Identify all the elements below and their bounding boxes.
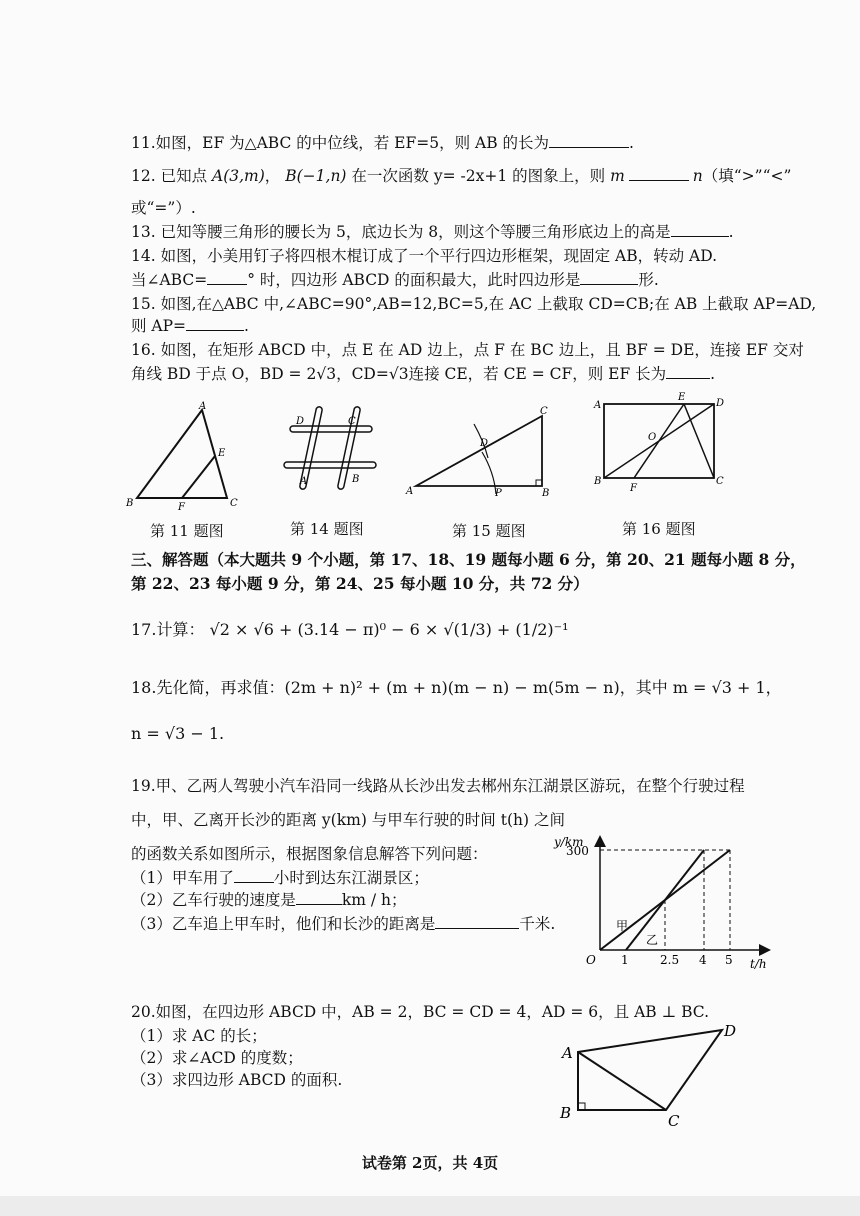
question-20-sub2: （2）求∠ACD 的度数；	[131, 1049, 303, 1067]
question-18: 18.先化简，再求值：(2m + n)² + (m + n)(m − n) − m(5m − n)，其中 m = √3 + 1，	[131, 678, 782, 697]
question-20-sub3: （3）求四边形 ABCD 的面积.	[131, 1071, 343, 1089]
svg-text:D: D	[296, 416, 305, 427]
x-tick-label: 5	[725, 953, 733, 967]
svg-text:C: C	[348, 416, 356, 427]
svg-text:B: B	[594, 476, 602, 487]
svg-text:E: E	[678, 392, 686, 403]
question-19-line3: 的函数关系如图所示，根据图象信息解答下列问题：	[131, 845, 488, 863]
svg-text:C: C	[540, 406, 548, 417]
question-15: 15. 如图,在△ABC 中,∠ABC=90°,AB=12,BC=5,在 AC 上截取 CD=CB;在 AB 上截取 AP=AD,	[131, 295, 817, 313]
series-line-yi	[626, 850, 704, 950]
question-14: 14. 如图，小美用钉子将四根木棍订成了一个平行四边形框架，现固定 AB，转动 AD.	[131, 247, 718, 265]
svg-text:D: D	[716, 398, 725, 409]
figure-16	[590, 390, 735, 494]
origin-label: O	[586, 953, 596, 967]
y-axis-label: y/km	[554, 835, 584, 849]
section-3-header: 三、解答题（本大题共 9 个小题，第 17、18、19 题每小题 6 分，第 20、21 题每小题 8 分，	[131, 550, 806, 569]
x-tick-label: 1	[621, 953, 629, 967]
question-14-line2: 当∠ABC= ° 时，四边形 ABCD 的面积最大，此时四边形是 形.	[131, 271, 659, 289]
svg-text:B: B	[560, 1104, 572, 1122]
caption-14: 第 14 题图	[290, 520, 364, 538]
svg-text:D: D	[724, 1022, 737, 1040]
answer-blank	[296, 890, 342, 905]
figure-11	[122, 400, 247, 512]
section-3-header-line2: 第 22、23 每小题 9 分，第 24、25 每小题 10 分，共 72 分）	[131, 574, 589, 593]
svg-text:C: C	[716, 476, 724, 487]
question-16-line2: 角线 BD 于点 O，BD = 2√3，CD=√3连接 CE，若 CE = CF，则 EF 长为 .	[131, 365, 716, 383]
question-20-sub1: （1）求 AC 的长；	[131, 1027, 267, 1045]
series-label-jia: 甲	[616, 919, 629, 933]
bottom-strip	[0, 1196, 860, 1216]
answer-blank	[549, 133, 629, 148]
question-11: 11.如图，EF 为△ABC 的中位线，若 EF=5，则 AB 的长为 .	[131, 134, 634, 152]
question-17: 17.计算： √2 × √6 + (3.14 − π)⁰ − 6 × √(1/3) + (1/2)⁻¹	[131, 620, 569, 639]
q11-text: 11.如图，EF 为△ABC 的中位线，若 EF=5，则 AB 的长为	[131, 134, 550, 152]
svg-text:E: E	[218, 448, 226, 459]
q17-expression: √2 × √6 + (3.14 − π)⁰ − 6 × √(1/3) + (1/2)⁻¹	[209, 620, 569, 639]
figure-14	[282, 404, 382, 494]
x-tick-label: 2.5	[660, 953, 680, 967]
svg-text:F: F	[630, 483, 637, 494]
svg-text:B: B	[352, 474, 360, 485]
svg-text:A: A	[562, 1044, 573, 1062]
svg-text:A: A	[594, 400, 602, 411]
y-tick-label: 300	[566, 844, 589, 859]
question-19-sub1: （1）甲车用了 小时到达东江湖景区；	[131, 869, 429, 887]
question-20: 20.如图，在四边形 ABCD 中，AB = 2，BC = CD = 4，AD = 6，且 AB ⊥ BC.	[131, 1003, 709, 1021]
x-axis-label: t/h	[750, 957, 767, 971]
label-A: A	[199, 401, 207, 412]
question-15-line2: 则 AP= .	[131, 317, 249, 335]
x-tick-label: 4	[699, 953, 707, 967]
answer-blank	[207, 270, 247, 285]
figure-20	[558, 1018, 748, 1130]
question-19-sub3: （3）乙车追上甲车时，他们和长沙的距离是 千米.	[131, 915, 556, 933]
question-12: 12. 已知点 A(3,m)， B(−1,n) 在一次函数 y= -2x+1 的图象上，则 m n（填“>”“<”	[131, 167, 792, 185]
q19-line-chart	[550, 832, 780, 972]
page-footer: 试卷第 2页，共 4页	[361, 1154, 499, 1172]
answer-blank	[671, 222, 729, 237]
answer-blank	[666, 364, 710, 379]
svg-text:C: C	[668, 1112, 680, 1130]
answer-blank	[629, 166, 689, 181]
svg-text:A: A	[406, 486, 414, 497]
svg-text:O: O	[648, 432, 657, 443]
svg-text:D: D	[480, 438, 489, 449]
question-12-line2: 或“=”）.	[131, 199, 196, 217]
series-label-yi: 乙	[646, 933, 659, 947]
caption-11: 第 11 题图	[150, 522, 224, 540]
question-19: 19.甲、乙两人驾驶小汽车沿同一线路从长沙出发去郴州东江湖景区游玩，在整个行驶过程	[131, 777, 745, 795]
question-19-sub2: （2）乙车行驶的速度是 km / h；	[131, 891, 407, 909]
svg-text:B: B	[126, 498, 134, 509]
svg-text:F: F	[178, 502, 185, 512]
svg-text:C: C	[230, 498, 238, 509]
svg-text:P: P	[495, 488, 502, 499]
caption-15: 第 15 题图	[452, 522, 526, 540]
question-18-line2: n = √3 − 1.	[131, 724, 225, 743]
caption-16: 第 16 题图	[622, 520, 696, 538]
answer-blank	[234, 868, 274, 883]
question-13: 13. 已知等腰三角形的腰长为 5，底边长为 8，则这个等腰三角形底边上的高是 .	[131, 223, 734, 241]
answer-blank	[186, 316, 244, 331]
figure-15	[404, 402, 554, 500]
question-16: 16. 如图，在矩形 ABCD 中，点 E 在 AD 边上，点 F 在 BC 边上，且 BF = DE，连接 EF 交对	[131, 341, 804, 359]
svg-text:A: A	[300, 476, 308, 487]
svg-text:B: B	[542, 488, 550, 499]
answer-blank	[580, 270, 638, 285]
question-19-line2: 中，甲、乙离开长沙的距离 y(km) 与甲车行驶的时间 t(h) 之间	[131, 811, 565, 829]
answer-blank	[435, 914, 519, 929]
